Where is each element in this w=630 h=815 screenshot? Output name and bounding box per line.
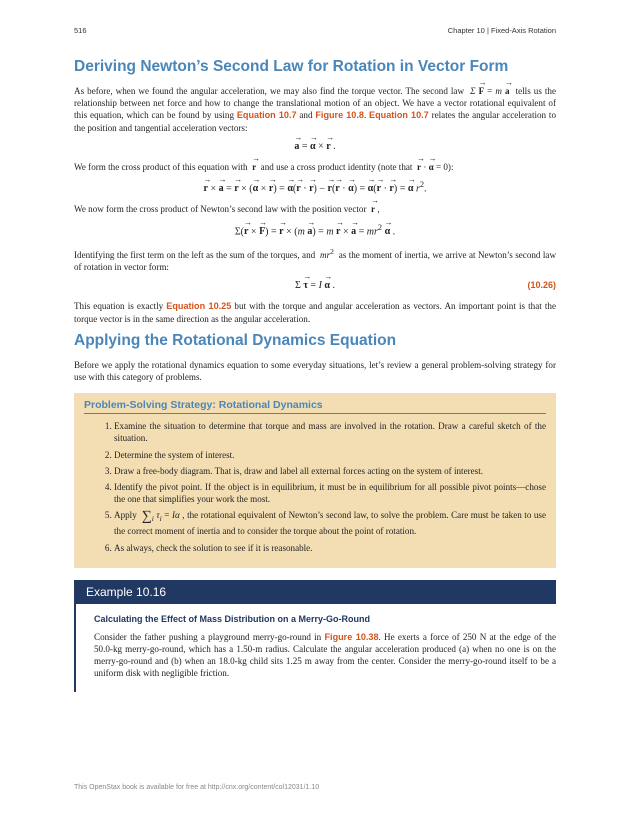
chapter-header: Chapter 10 | Fixed-Axis Rotation (447, 26, 556, 35)
example-text: Consider the father pushing a playground merry-go-round in Figure 10.38. He exerts a force of 250 N at the edge of the 50.0-kg merry-go-round, which has a 1.50-m radius. Calculate the angular acceleration produced (a) when no one is on the merry-go-round and (b) when an 18.0-kg child sits 1.25 m away from the center. Consider the merry-go-round itself to be a uniform disk with negligible friction. (94, 631, 557, 679)
strategy-step-4: 4. Identify the pivot point. If the object is in equilibrium, it must be in equilibrium for all possible pivot points—chose the one that simplifies your work the most. (114, 481, 546, 505)
link-equation-10-7[interactable]: Equation 10.7 (236, 110, 297, 121)
strategy-step-1: 1. Examine the situation to determine that torque and mass are involved in the rotation. Draw a careful sketch of the situation. (114, 420, 546, 444)
page-number: 516 (74, 26, 87, 35)
section-title-vector-form: Deriving Newton’s Second Law for Rotation in Vector Form (74, 58, 509, 75)
strategy-title: Problem-Solving Strategy: Rotational Dynamics (84, 399, 546, 414)
link-figure-10-38[interactable]: Figure 10.38 (324, 631, 379, 642)
strategy-step-6: 6. As always, check the solution to see if it is reasonable. (114, 542, 546, 554)
paragraph-moment-of-inertia: Identifying the first term on the left as the sum of the torques, and $mr^2$ as the moment of inertia, we arrive at Newton’s second law of rotation in vector form: (74, 246, 557, 273)
paragraph-newton-cross: We now form the cross product of Newton’s second law with the position vector → r , (74, 203, 556, 215)
paragraph-equation-comparison: This equation is exactly Equation 10.25 but with the torque and angular acceleration as vectors. An important point is that the torque vector is in the same direction as the angular acceleration. (74, 301, 557, 324)
strategy-step-5: 5. Apply $\sum_i$ $\tau_i = I\alpha$ , the rotational equivalent of Newton’s second law, to solve the problem. Care must be taken to use the correct moment of inertia and to consider the torque about the point of rotation. (114, 509, 546, 537)
page-content (74, 58, 556, 692)
equation-torque-derivation: Σ(→ r × → F) = → r × (m → a) = m → r × → $a = mr^2 \to \alpha$ . (74, 223, 556, 237)
example-subtitle: Calculating the Effect of Mass Distribution on a Merry-Go-Round (94, 613, 371, 624)
section-title-applying: Applying the Rotational Dynamics Equation (74, 331, 397, 349)
paragraph-intro: As before, when we found the angular acceleration, we may also find the torque vector. The second law Σ → F = m → a tells us the relationship between net force and how to change the translational motion of an object. We have a vector rotational equivalent of this equation, which can be found by using Equation 10.7 and Figure 10.8. Equation 10.7 relates the angular acceleration to the position and tangential acceleration vectors: (74, 85, 556, 134)
strategy-steps (84, 420, 546, 554)
example-header: Example 10.16 (74, 580, 556, 604)
equation-number: (10.26) (527, 280, 556, 291)
equation-10-26: Σ → τ = I → α . (10.26) (74, 280, 556, 291)
strategy-step-3: 3. Draw a free-body diagram. That is, draw and label all external forces acting on the system of interest. (114, 465, 546, 477)
link-equation-10-7-b[interactable]: Equation 10.7 (369, 110, 429, 121)
strategy-step-2: 2. Determine the system of interest. (114, 449, 546, 461)
equation-cross-product-identity: → r × → a = → r × (→ α × → r) = → α(→ r · → r) − → r(→ r · → α) = → α(→ r · → r) = → α $r^2$. (74, 180, 556, 194)
strategy-box (74, 393, 556, 568)
link-equation-10-25[interactable]: Equation 10.25 (166, 301, 232, 312)
paragraph-strategy-intro: Before we apply the rotational dynamics equation to some everyday situations, let’s review a general problem-solving strategy for use with this category of problems. (74, 359, 556, 382)
paragraph-cross-product: We form the cross product of this equation with → r and use a cross product identity (note that → r · → α = 0): (74, 161, 556, 173)
footer-text: This OpenStax book is available for free at http://cnx.org/content/col12031/1.10 (74, 784, 320, 791)
equation-tangential-acceleration: → a = → α × → r . (74, 141, 556, 152)
link-figure-10-8[interactable]: Figure 10.8 (315, 110, 364, 121)
example-body (74, 604, 556, 692)
